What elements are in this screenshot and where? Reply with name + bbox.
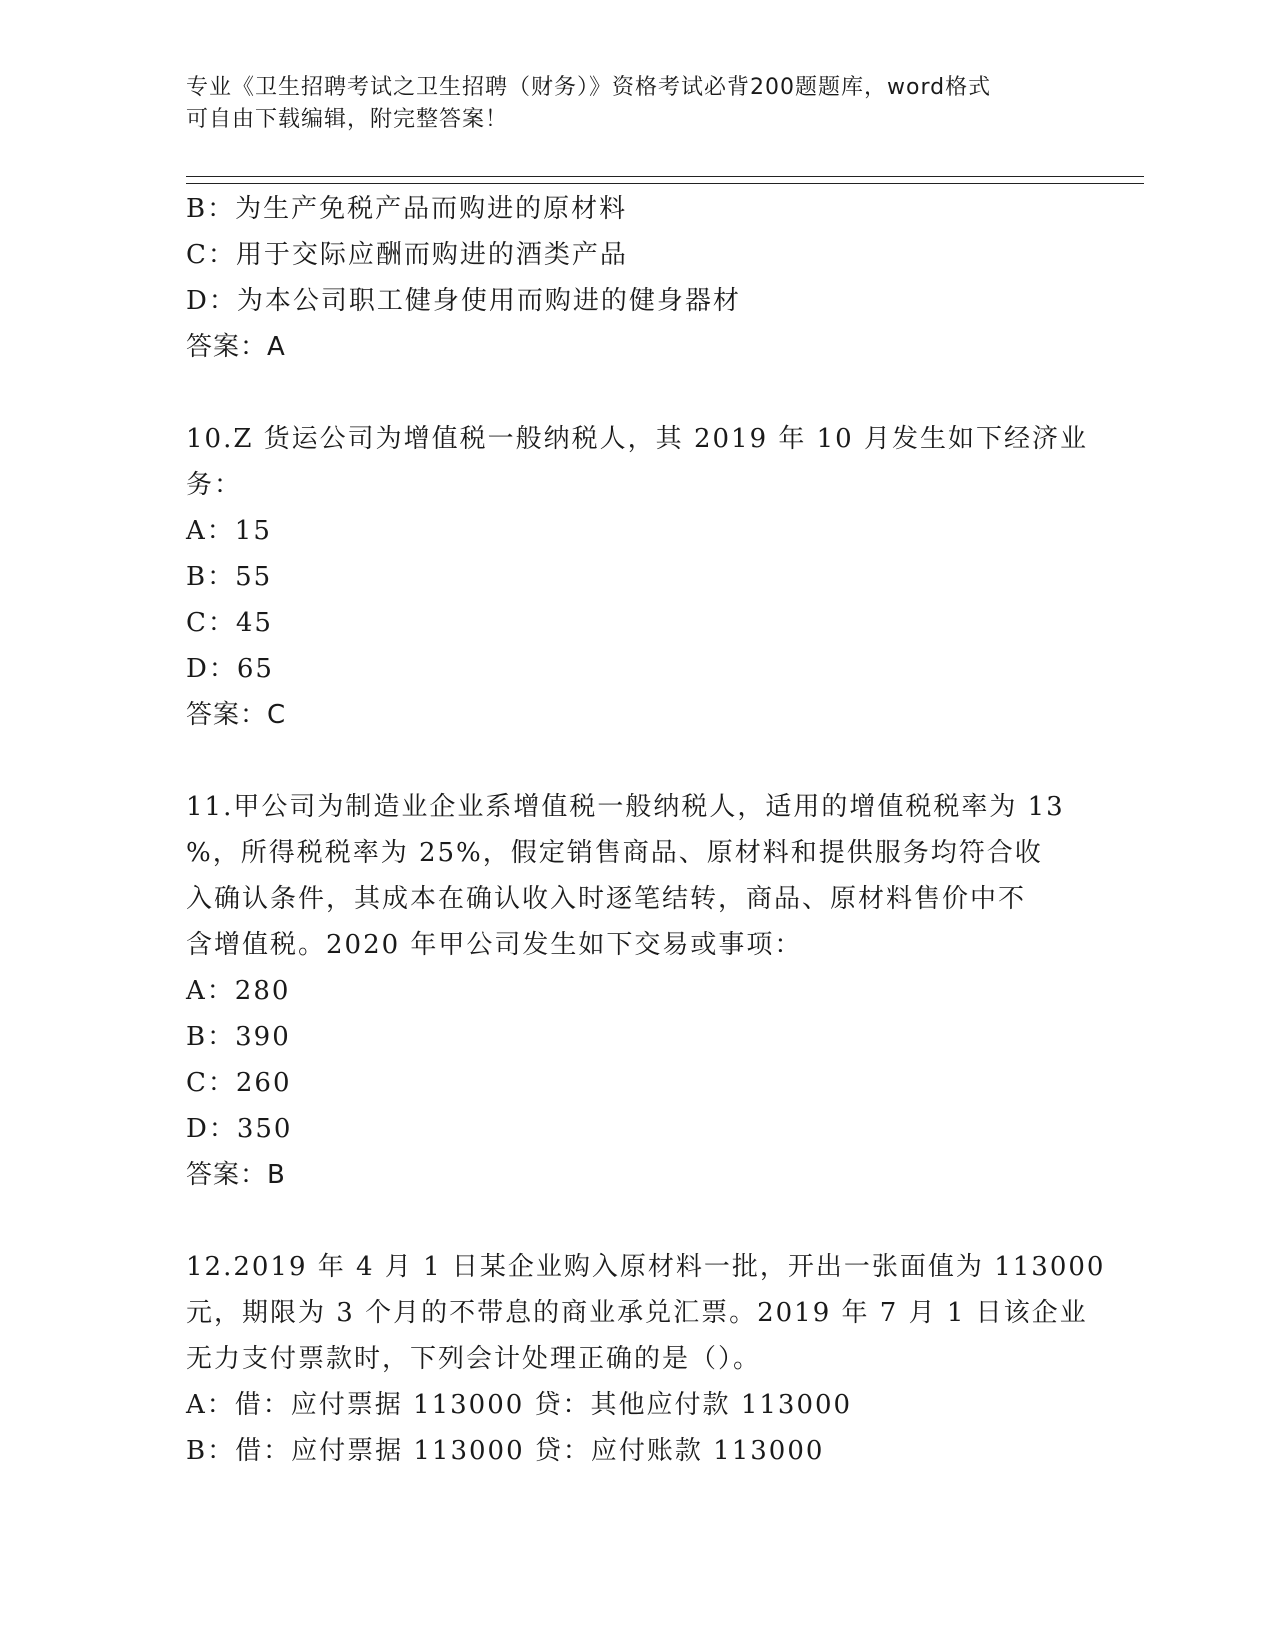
- header-title-line-1: 专业《卫生招聘考试之卫生招聘（财务）》资格考试必背200题题库，word格式: [186, 75, 992, 100]
- option-d: D：350: [186, 1114, 293, 1144]
- option-c: C：用于交际应酬而购进的酒类产品: [186, 240, 628, 270]
- option-d: D：为本公司职工健身使用而购进的健身器材: [186, 286, 741, 316]
- option-b: B：借：应付票据 113000 贷：应付账款 113000: [186, 1436, 825, 1466]
- option-a: A：280: [186, 976, 291, 1006]
- question-stem-line: 11.甲公司为制造业企业系增值税一般纳税人，适用的增值税税率为 13: [186, 792, 1065, 822]
- question-stem-line: 10.Z 货运公司为增值税一般纳税人，其 2019 年 10 月发生如下经济业: [186, 424, 1088, 454]
- question-list: [186, 186, 1106, 1520]
- answer-line: 答案：A: [186, 332, 286, 362]
- question-11: [186, 784, 1086, 1198]
- document-header: [186, 72, 1086, 136]
- question-stem-line: 元，期限为 3 个月的不带息的商业承兑汇票。2019 年 7 月 1 日该企业: [186, 1298, 1088, 1328]
- question-stem-line: 入确认条件，其成本在确认收入时逐笔结转，商品、原材料售价中不: [186, 884, 1027, 914]
- question-stem-line: 务：: [186, 470, 243, 500]
- option-d: D：65: [186, 654, 274, 684]
- answer-line: 答案：C: [186, 700, 287, 730]
- question-stem-line: 12.2019 年 4 月 1 日某企业购入原材料一批，开出一张面值为 113000: [186, 1252, 1106, 1282]
- option-b: B：390: [186, 1022, 291, 1052]
- question-stem-line: 无力支付票款时，下列会计处理正确的是（）。: [186, 1344, 762, 1374]
- option-b: B：为生产免税产品而购进的原材料: [186, 194, 628, 224]
- question-stem-line: 含增值税。2020 年甲公司发生如下交易或事项：: [186, 930, 803, 960]
- option-b: B：55: [186, 562, 273, 592]
- question-9-tail: [186, 186, 1086, 370]
- option-c: C：260: [186, 1068, 292, 1098]
- question-12: [186, 1244, 1106, 1474]
- answer-line: 答案：B: [186, 1160, 286, 1190]
- header-divider: [186, 176, 1144, 184]
- header-title-line-2: 可自由下载编辑，附完整答案！: [186, 107, 509, 132]
- question-10: [186, 416, 1086, 738]
- option-c: C：45: [186, 608, 273, 638]
- option-a: A：15: [186, 516, 272, 546]
- question-stem-line: %，所得税税率为 25%，假定销售商品、原材料和提供服务均符合收: [186, 838, 1043, 868]
- option-a: A：借：应付票据 113000 贷：其他应付款 113000: [186, 1390, 853, 1420]
